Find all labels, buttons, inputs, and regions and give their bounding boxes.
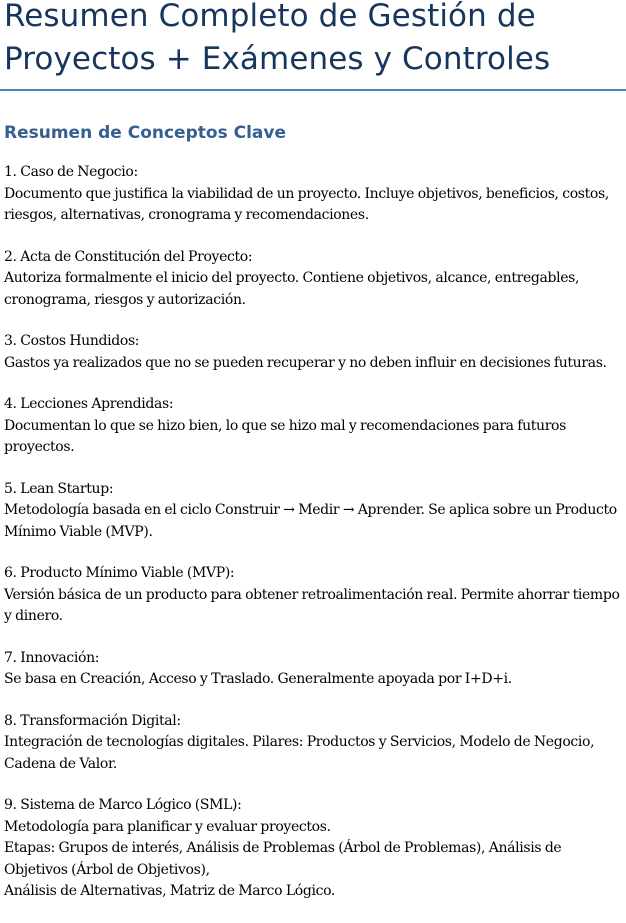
concept-item <box>4 563 622 628</box>
concept-description: Se basa en Creación, Acceso y Traslado. Generalmente apoyada por I+D+i. <box>4 671 512 687</box>
concept-item <box>4 711 622 776</box>
concept-item <box>4 394 622 459</box>
concept-heading: 7. Innovación: <box>4 649 100 666</box>
concept-description: Documentan lo que se hizo bien, lo que se hizo mal y recomendaciones para futuros proyectos. <box>4 417 566 455</box>
concept-stages: Etapas: Grupos de interés, Análisis de Problemas (Árbol de Problemas), Análisis de Objetivos (Árbol de Objetivos), <box>4 840 562 878</box>
title-line-2: Proyectos + Exámenes y Controles <box>4 41 551 77</box>
concept-heading: 4. Lecciones Aprendidas: <box>4 396 174 412</box>
concept-description: Metodología basada en el ciclo Construir → Medir → Aprender. Se aplica sobre un Producto Mínimo Viable (MVP). <box>4 502 617 540</box>
concept-description: Documento que justifica la viabilidad de un proyecto. Incluye objetivos, beneficios, costos, riesgos, alternativas, cronograma y recomendaciones. <box>4 185 609 223</box>
concept-list <box>4 162 622 903</box>
concept-description: Autoriza formalmente el inicio del proyecto. Contiene objetivos, alcance, entregables, cronograma, riesgos y autorización. <box>4 270 580 308</box>
title-divider <box>0 89 626 91</box>
concept-description: Integración de tecnologías digitales. Pilares: Productos y Servicios, Modelo de Negocio, Cadena de Valor. <box>4 734 595 772</box>
document-title <box>4 0 622 81</box>
concept-item <box>4 162 622 227</box>
concept-heading: 9. Sistema de Marco Lógico (SML): <box>4 797 242 813</box>
concept-item <box>4 331 622 374</box>
concept-heading: 3. Costos Hundidos: <box>4 333 140 349</box>
concept-description: Gastos ya realizados que no se pueden recuperar y no deben influir en decisiones futuras. <box>4 354 607 371</box>
concept-heading: 2. Acta de Constitución del Proyecto: <box>4 248 253 265</box>
document-page <box>4 0 622 923</box>
title-line-1: Resumen Completo de Gestión de <box>4 0 536 34</box>
concept-item <box>4 795 622 903</box>
concept-item <box>4 479 622 544</box>
concept-heading: 5. Lean Startup: <box>4 480 114 497</box>
concept-description: Versión básica de un producto para obtener retroalimentación real. Permite ahorrar tiempo y dinero. <box>4 586 620 624</box>
concept-stages-continued: Análisis de Alternativas, Matriz de Marco Lógico. <box>4 883 336 899</box>
section-heading: Resumen de Conceptos Clave <box>4 123 286 143</box>
concept-heading: 1. Caso de Negocio: <box>4 164 138 180</box>
concept-heading: 6. Producto Mínimo Viable (MVP): <box>4 565 235 581</box>
concept-item <box>4 648 622 691</box>
concept-description: Metodología para planificar y evaluar proyectos. <box>4 818 331 835</box>
concept-heading: 8. Transformación Digital: <box>4 712 181 729</box>
concept-item <box>4 247 622 312</box>
